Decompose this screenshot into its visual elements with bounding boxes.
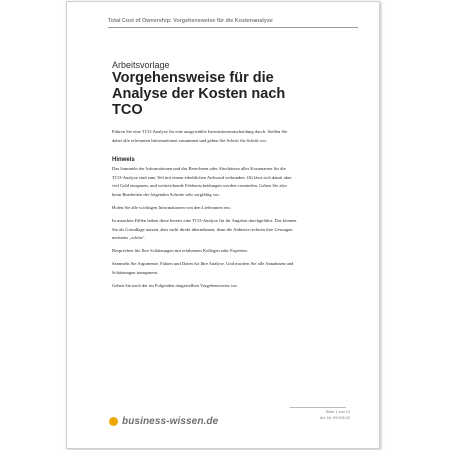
brand-logo xyxy=(109,413,218,429)
article-number: Art.-Nr. 99.006.02 xyxy=(320,416,350,420)
title-line-3: TCO xyxy=(112,102,143,118)
title-line-1: Vorgehensweise für die xyxy=(112,70,274,86)
page-number: Seite 1 von 12 xyxy=(325,410,350,414)
body-paragraph-3: In manchen Fällen haben diese bereits eine TCO-Analyse für ihr Angebot durchgeführt. Das können Sie als Grundlage nutzen, aber nicht direkt übernehmen, denn die Anbieter rechnen ihre Lösungen meistens „schön“. xyxy=(112,217,297,241)
body-paragraph-4: Besprechen Sie Ihre Schätzungen mit erfahrenen Kollegen oder Experten. xyxy=(112,248,248,254)
document-type-label: Arbeitsvorlage xyxy=(112,60,170,70)
logo-text: business-wissen.de xyxy=(122,415,219,427)
logo-dot-icon xyxy=(109,417,118,426)
body-paragraph-6: Gehen Sie nach der im Folgenden dargestellten Vorgehensweise vor. xyxy=(112,282,238,288)
document-title xyxy=(112,70,312,118)
body-paragraph-5: Sammeln Sie Argumente, Fakten und Daten für Ihre Analyse. Und machen Sie alle Annahmen und Schätzungen transparent. xyxy=(112,261,294,275)
hint-heading: Hinweis xyxy=(112,157,135,164)
body-paragraph-1: Das Sammeln der Informationen und das Berechnen oder Abschätzen aller Kostenarten für die TCO-Analyse sind zum Teil mit einem erheblichen Aufwand verbunden. Oft lässt sich damit aber viel Geld einsparen, und weitreichende Fehlentscheidungen werden vermieden. Gehen Sie also beim Bearbeiten der folgenden Schritte sehr sorgfältig vor. xyxy=(112,166,292,197)
running-header: Total Cost of Ownership: Vorgehensweise für die Kostenanalyse xyxy=(108,18,358,28)
document-body xyxy=(112,128,297,295)
title-line-2: Analyse der Kosten nach xyxy=(112,86,286,102)
body-paragraph-2: Holen Sie alle wichtigen Informationen von den Lieferanten ein. xyxy=(112,204,231,210)
footer-rule xyxy=(290,407,346,408)
footer-page-info xyxy=(320,409,350,421)
intro-paragraph: Führen Sie eine TCO-Analyse für eine ausgewählte Investitionsentscheidung durch. Stellen Sie dabei alle relevanten Informationen zusammen und gehen Sie Schritt für Schritt vor. xyxy=(112,129,288,143)
